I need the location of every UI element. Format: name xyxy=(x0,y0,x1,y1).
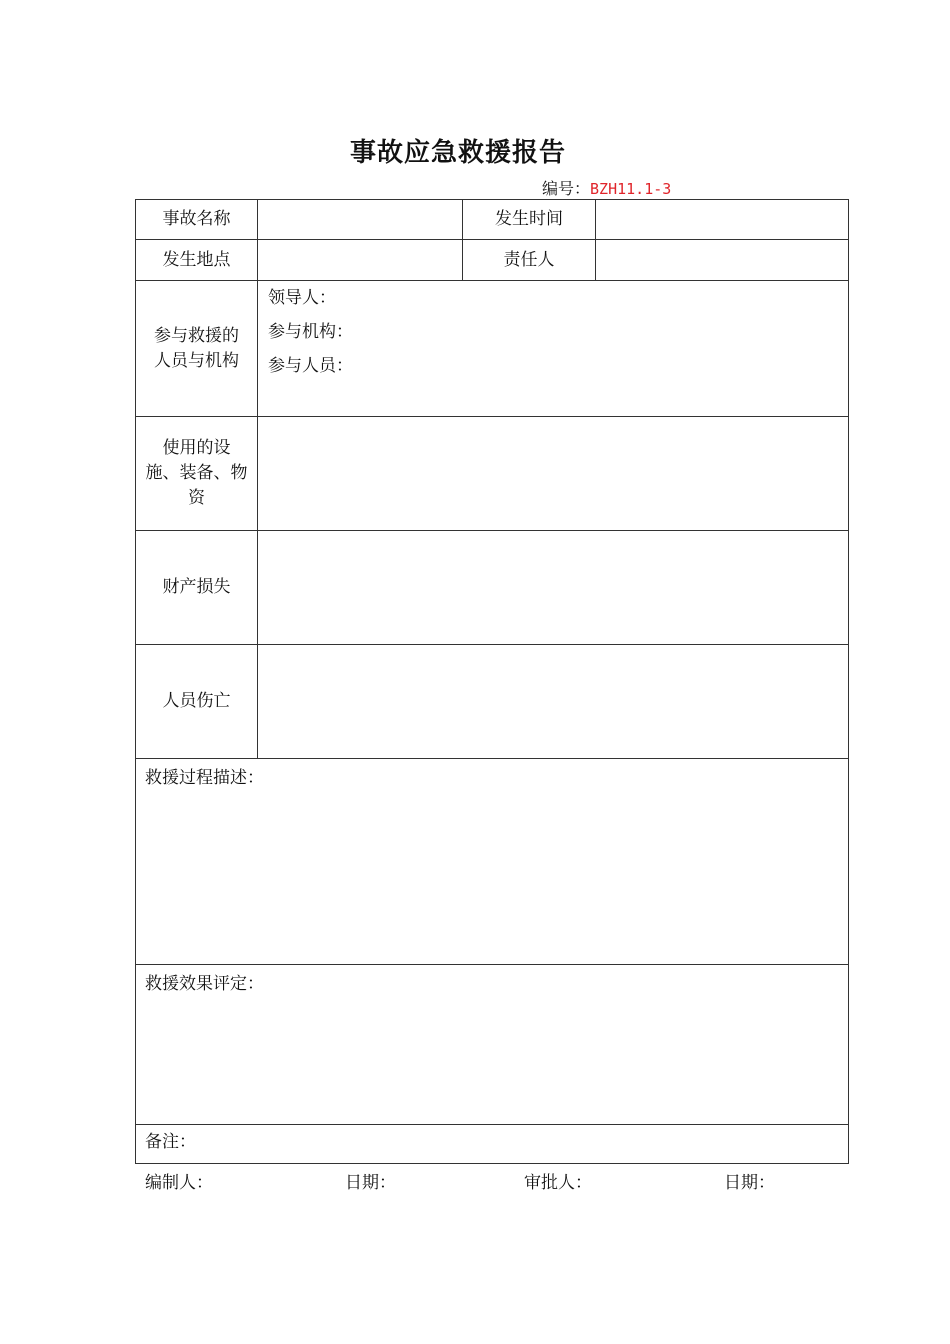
participants-label: 参与救援的 人员与机构 xyxy=(154,325,239,371)
report-form xyxy=(135,199,849,1164)
casualties-field[interactable] xyxy=(258,645,848,758)
organizations-label: 参与机构： xyxy=(268,322,353,342)
participants-field[interactable] xyxy=(258,281,848,416)
accident-name-label: 事故名称 xyxy=(162,209,231,229)
responsible-field[interactable] xyxy=(596,240,848,280)
remarks-label: 备注： xyxy=(145,1132,196,1152)
rescue-evaluation-label: 救援效果评定： xyxy=(145,974,264,994)
rescue-process-label: 救援过程描述： xyxy=(145,768,264,788)
rescue-evaluation-field[interactable] xyxy=(136,965,848,1124)
equipment-field[interactable] xyxy=(258,417,848,530)
equipment-label: 使用的设 施、装备、物 资 xyxy=(145,438,248,508)
location-label: 发生地点 xyxy=(162,249,231,270)
page-title: 事故应急救援报告 xyxy=(349,138,566,168)
occurrence-time-field[interactable] xyxy=(596,200,848,239)
property-loss-field[interactable] xyxy=(258,531,848,644)
date-label-1: 日期： xyxy=(345,1173,396,1193)
occurrence-time-label: 发生时间 xyxy=(495,209,563,229)
leader-label: 领导人： xyxy=(268,288,336,308)
remarks-field[interactable] xyxy=(136,1125,848,1163)
personnel-label: 参与人员： xyxy=(268,356,353,376)
rescue-process-field[interactable] xyxy=(136,759,848,964)
property-loss-label: 财产损失 xyxy=(162,577,231,597)
approved-by-label: 审批人： xyxy=(524,1173,592,1193)
location-field[interactable] xyxy=(258,240,462,280)
date-label-2: 日期： xyxy=(724,1173,775,1193)
accident-name-field[interactable] xyxy=(258,200,462,239)
responsible-label: 责任人 xyxy=(503,249,555,270)
document-number-value: BZH11.1-3 xyxy=(590,180,672,198)
casualties-label: 人员伤亡 xyxy=(162,691,231,711)
document-number-label: 编号： xyxy=(542,179,591,198)
prepared-by-label: 编制人： xyxy=(145,1173,213,1193)
document-number xyxy=(542,176,671,199)
